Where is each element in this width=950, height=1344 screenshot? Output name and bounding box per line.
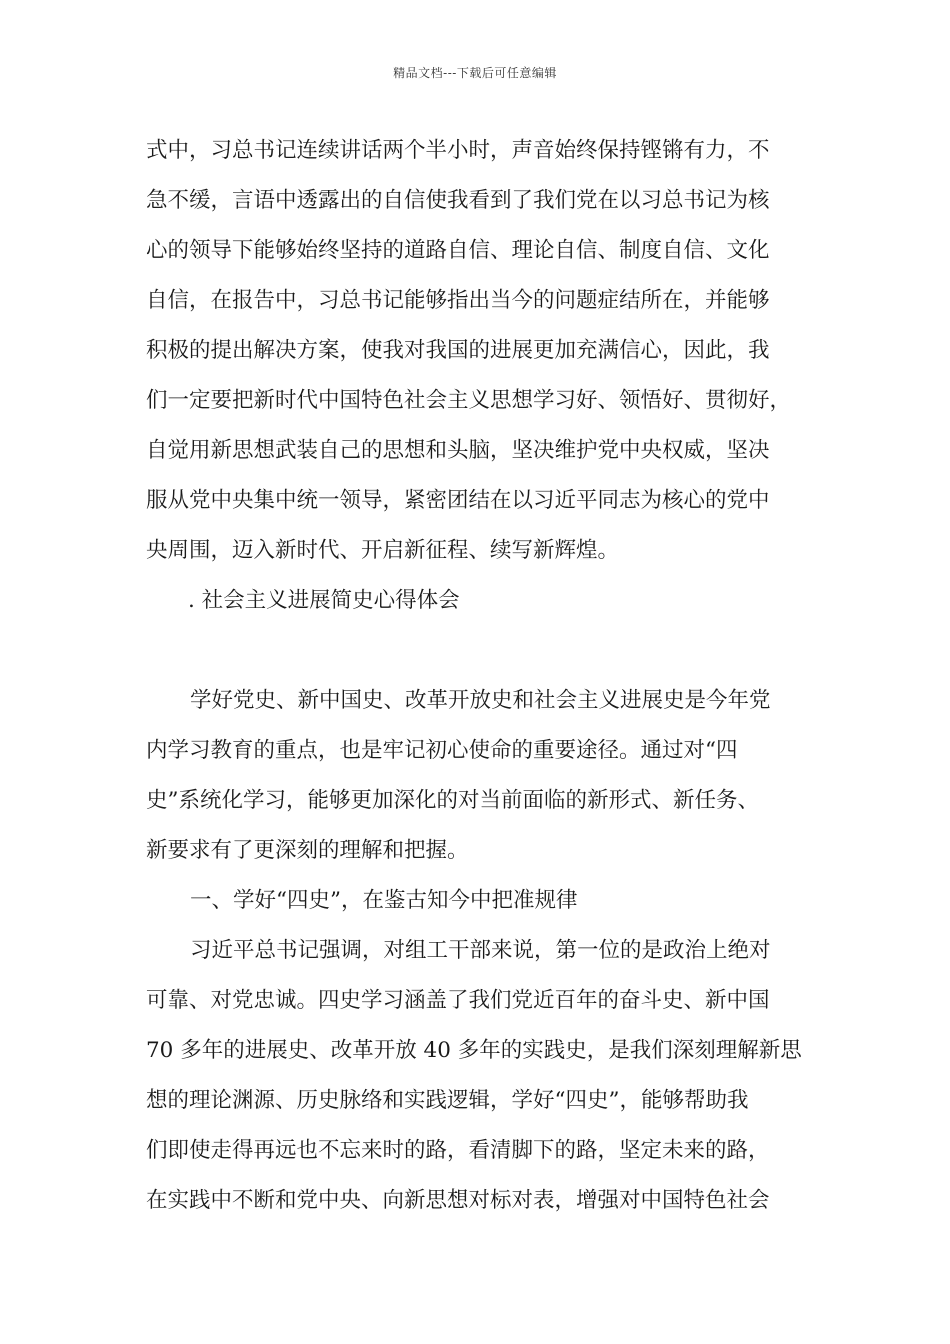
text-line: 央周围，迈入新时代、开启新征程、续写新辉煌。 xyxy=(146,538,620,563)
text-line: 服从党中央集中统一领导，紧密团结在以习近平同志为核心的党中 xyxy=(146,488,770,513)
text-line: 们一定要把新时代中国特色社会主义思想学习好、领悟好、贯彻好， xyxy=(146,388,792,413)
page-header: 精品文档---下载后可任意编辑 xyxy=(393,66,557,80)
text-line: 新要求有了更深刻的理解和把握。 xyxy=(146,838,469,863)
text-line: 积极的提出解决方案，使我对我国的进展更加充满信心，因此，我 xyxy=(146,338,770,363)
text-line: 自信，在报告中，习总书记能够指出当今的问题症结所在，并能够 xyxy=(146,288,770,313)
text-line: 学好党史、新中国史、改革开放史和社会主义进展史是今年党 xyxy=(190,688,771,713)
text-line: 习近平总书记强调，对组工干部来说，第一位的是政治上绝对 xyxy=(190,938,771,963)
text-line: 急不缓，言语中透露出的自信使我看到了我们党在以习总书记为核 xyxy=(146,188,770,213)
text-line: 史”系统化学习，能够更加深化的对当前面临的新形式、新任务、 xyxy=(146,788,759,813)
text-line: 可靠、对党忠诚。四史学习涵盖了我们党近百年的奋斗史、新中国 xyxy=(146,988,770,1013)
subsection-heading: 一、学好“四史”，在鉴古知今中把准规律 xyxy=(190,888,578,913)
text-line: 想的理论渊源、历史脉络和实践逻辑，学好“四史”，能够帮助我 xyxy=(146,1088,749,1113)
text-line: 自觉用新思想武装自己的思想和头脑，坚决维护党中央权威，坚决 xyxy=(146,438,770,463)
text-line: 在实践中不断和党中央、向新思想对标对表，增强对中国特色社会 xyxy=(146,1188,770,1213)
text-line: 式中，习总书记连续讲话两个半小时，声音始终保持铿锵有力，不 xyxy=(146,138,770,163)
section-heading: . 社会主义进展简史心得体会 xyxy=(188,588,460,613)
text-line: 内学习教育的重点，也是牢记初心使命的重要途径。通过对“四 xyxy=(146,738,738,763)
text-line: 70 多年的进展史、改革开放 40 多年的实践史，是我们深刻理解新思 xyxy=(146,1038,802,1063)
text-line: 们即使走得再远也不忘来时的路，看清脚下的路，坚定未来的路， xyxy=(146,1138,770,1163)
text-line: 心的领导下能够始终坚持的道路自信、理论自信、制度自信、文化 xyxy=(146,238,770,263)
